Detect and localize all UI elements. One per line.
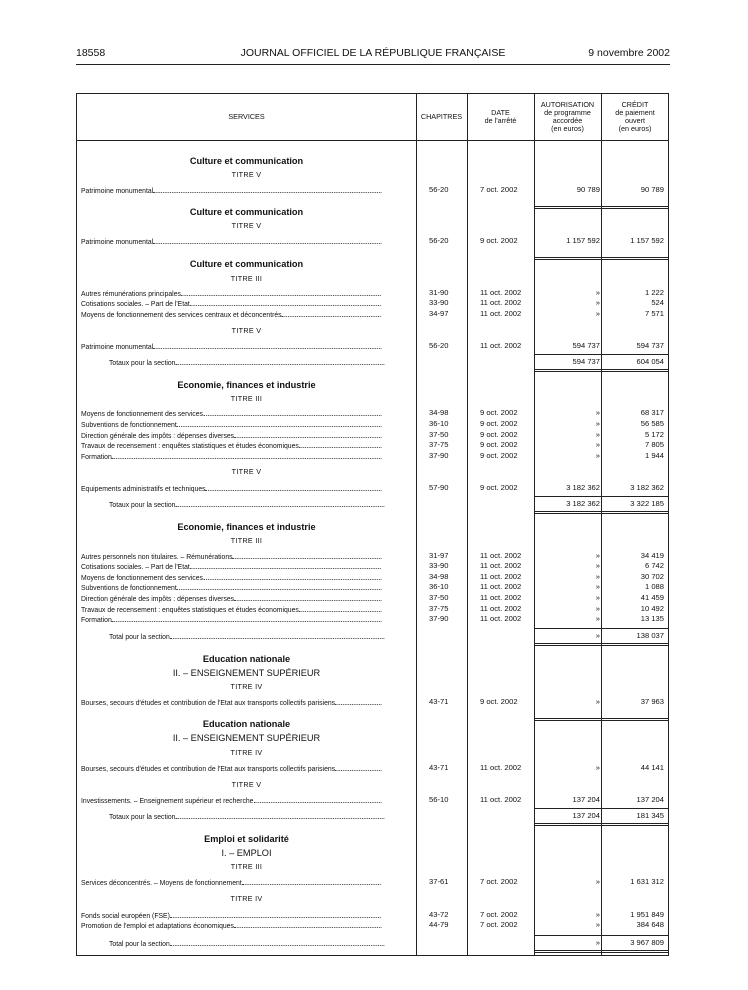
service-label — [81, 795, 382, 806]
arrete-date: 11 oct. 2002 — [480, 341, 522, 350]
block-separator — [534, 257, 669, 260]
total-label — [109, 631, 384, 642]
autorisation-amount: » — [595, 877, 600, 886]
service-text: Cotisations sociales. – Part de l'Etat — [81, 299, 190, 308]
block-separator — [534, 718, 669, 721]
autorisation-amount: » — [595, 614, 600, 623]
table-row — [77, 795, 668, 805]
chapter-code: 33-90 — [429, 561, 449, 570]
credit-amount: 34 419 — [640, 551, 664, 560]
chapter-code: 34-98 — [429, 572, 449, 581]
service-label — [81, 451, 382, 462]
autorisation-amount: » — [595, 551, 600, 560]
journal-title: JOURNAL OFFICIEL DE LA RÉPUBLIQUE FRANÇAISE — [240, 47, 506, 59]
arrete-date: 11 oct. 2002 — [480, 795, 522, 804]
dot-leader — [177, 582, 382, 590]
titre-label: TITRE III — [230, 536, 263, 545]
table-row — [77, 419, 668, 429]
autorisation-amount: 137 204 — [572, 795, 600, 804]
service-text: Autres personnels non titulaires. – Rémunérations — [81, 552, 233, 561]
service-label — [81, 298, 382, 309]
column-header-row — [77, 94, 668, 141]
arrete-date: 11 oct. 2002 — [480, 298, 522, 307]
total-autorisation: » — [595, 631, 600, 640]
service-text: Investissements. – Enseignement supérieur et recherche — [81, 796, 254, 805]
total-credit: 3 322 185 — [630, 499, 664, 508]
col-chapitres: CHAPITRES — [420, 112, 463, 121]
dot-leader — [181, 288, 382, 296]
titre-label: TITRE V — [231, 467, 262, 476]
autorisation-amount: » — [595, 419, 600, 428]
table-row — [77, 582, 668, 592]
section-subtitle: II. – ENSEIGNEMENT SUPÉRIEUR — [172, 733, 321, 743]
autorisation-amount: » — [595, 440, 600, 449]
credit-amount: 41 459 — [640, 593, 664, 602]
service-text: Moyens de fonctionnement des services — [81, 409, 203, 418]
block-separator — [534, 206, 669, 209]
arrete-date: 9 oct. 2002 — [480, 697, 518, 706]
total-double-rule — [534, 369, 669, 372]
autorisation-amount: » — [595, 430, 600, 439]
service-label — [81, 614, 382, 625]
section-title: Education nationale — [202, 654, 291, 664]
chapter-code: 37-50 — [429, 593, 449, 602]
autorisation-amount: » — [595, 408, 600, 417]
section-subtitle: I. – EMPLOI — [221, 848, 272, 858]
total-row — [77, 938, 668, 948]
credit-amount: 137 204 — [636, 795, 664, 804]
col-autorisation — [534, 94, 601, 140]
table-row — [77, 483, 668, 493]
arrete-date: 11 oct. 2002 — [480, 309, 522, 318]
table-row — [77, 185, 668, 195]
table-row — [77, 451, 668, 461]
col-cred-l1: CRÉDIT — [621, 100, 649, 109]
arrete-date: 9 oct. 2002 — [480, 451, 518, 460]
credit-amount: 7 571 — [644, 309, 664, 318]
titre-label: TITRE III — [230, 394, 263, 403]
arrete-date: 9 oct. 2002 — [480, 483, 518, 492]
titre-label: TITRE III — [230, 862, 263, 871]
credit-amount: 5 172 — [644, 430, 664, 439]
credit-amount: 1 157 592 — [630, 236, 664, 245]
titre-label: TITRE IV — [230, 748, 263, 757]
arrete-date: 11 oct. 2002 — [480, 288, 522, 297]
service-label — [81, 877, 382, 888]
dot-leader — [299, 440, 382, 448]
dot-leader — [175, 811, 384, 819]
credit-amount: 1 944 — [644, 451, 664, 460]
section-title: Culture et communication — [189, 156, 304, 166]
table-row — [77, 309, 668, 319]
section-title: Education nationale — [202, 719, 291, 729]
total-autorisation: » — [595, 938, 600, 947]
credit-amount: 13 135 — [640, 614, 664, 623]
autorisation-amount: » — [595, 697, 600, 706]
dot-leader — [190, 298, 382, 306]
chapter-code: 44-79 — [429, 920, 449, 929]
column-divider — [467, 94, 468, 955]
chapter-code: 37-90 — [429, 614, 449, 623]
total-credit: 138 037 — [636, 631, 664, 640]
table-row — [77, 236, 668, 246]
titre-label: TITRE IV — [230, 894, 263, 903]
service-label — [81, 419, 382, 430]
total-row — [77, 631, 668, 641]
service-text: Services déconcentrés. – Moyens de fonctionnement — [81, 878, 242, 887]
autorisation-amount: 3 182 362 — [566, 483, 600, 492]
arrete-date: 11 oct. 2002 — [480, 572, 522, 581]
total-text: Total pour la section — [109, 939, 170, 948]
col-auth-l3: accordée — [552, 116, 583, 125]
chapter-code: 36-10 — [429, 582, 449, 591]
service-label — [81, 408, 382, 419]
dot-leader — [234, 593, 382, 601]
titre-label: TITRE V — [231, 326, 262, 335]
credit-amount: 1 222 — [644, 288, 664, 297]
arrete-date: 11 oct. 2002 — [480, 604, 522, 613]
dot-leader — [175, 357, 384, 365]
col-cred-l3: ouvert — [625, 116, 645, 125]
service-label — [81, 593, 382, 604]
credit-amount: 6 742 — [644, 561, 664, 570]
total-label — [109, 499, 384, 510]
total-text: Totaux pour la section — [109, 812, 176, 821]
dot-leader — [112, 451, 382, 459]
table-row — [77, 604, 668, 614]
service-text: Formation — [81, 615, 112, 624]
total-autorisation: 137 204 — [572, 811, 600, 820]
dot-leader — [234, 920, 382, 928]
chapter-code: 33-90 — [429, 298, 449, 307]
arrete-date: 11 oct. 2002 — [480, 763, 522, 772]
col-auth-l4: (en euros) — [551, 124, 584, 133]
total-rule — [534, 354, 669, 355]
service-label — [81, 561, 382, 572]
autorisation-amount: » — [595, 451, 600, 460]
table-row — [77, 341, 668, 351]
credit-amount: 1 951 849 — [630, 910, 664, 919]
table-row — [77, 408, 668, 418]
table-row — [77, 593, 668, 603]
chapter-code: 37-75 — [429, 440, 449, 449]
credit-amount: 37 963 — [640, 697, 664, 706]
service-label — [81, 185, 382, 196]
service-text: Travaux de recensement : enquêtes statistiques et études économiques — [81, 605, 299, 614]
chapter-code: 34-98 — [429, 408, 449, 417]
service-text: Direction générale des impôts : dépenses diverses — [81, 431, 235, 440]
table-row — [77, 910, 668, 920]
dot-leader — [170, 938, 385, 946]
total-double-rule — [534, 643, 669, 646]
chapter-code: 56-20 — [429, 341, 449, 350]
autorisation-amount: » — [595, 572, 600, 581]
col-date-l1: DATE — [491, 108, 510, 117]
chapter-code: 31-90 — [429, 288, 449, 297]
credit-amount: 44 141 — [640, 763, 664, 772]
autorisation-amount: » — [595, 309, 600, 318]
total-label — [109, 938, 384, 949]
table-row — [77, 430, 668, 440]
service-text: Direction générale des impôts : dépenses diverses — [81, 594, 235, 603]
table-row — [77, 614, 668, 624]
dot-leader — [153, 236, 381, 244]
titre-label: TITRE III — [230, 274, 263, 283]
service-text: Subventions de fonctionnement — [81, 583, 177, 592]
service-text: Moyens de fonctionnement des services centraux et déconcentrés — [81, 310, 282, 319]
total-row — [77, 357, 668, 367]
col-auth-l2: de programme — [544, 108, 591, 117]
dot-leader — [170, 631, 385, 639]
arrete-date: 11 oct. 2002 — [480, 582, 522, 591]
total-row — [77, 811, 668, 821]
arrete-date: 11 oct. 2002 — [480, 614, 522, 623]
col-auth-l1: AUTORISATION — [540, 100, 595, 109]
dot-leader — [335, 763, 382, 771]
credit-amount: 30 702 — [640, 572, 664, 581]
chapter-code: 37-50 — [429, 430, 449, 439]
chapter-code: 43-71 — [429, 763, 449, 772]
total-autorisation: 594 737 — [572, 357, 600, 366]
chapter-code: 43-71 — [429, 697, 449, 706]
col-date — [467, 94, 534, 140]
total-double-rule — [534, 950, 669, 953]
total-rule — [534, 935, 669, 936]
dot-leader — [153, 185, 381, 193]
dot-leader — [177, 419, 382, 427]
total-rule — [534, 628, 669, 629]
arrete-date: 11 oct. 2002 — [480, 593, 522, 602]
service-label — [81, 309, 382, 320]
table-row — [77, 298, 668, 308]
col-services: SERVICES — [228, 112, 265, 121]
total-text: Total pour la section — [109, 632, 170, 641]
table-row — [77, 920, 668, 930]
section-title: Culture et communication — [189, 207, 304, 217]
service-text: Bourses, secours d'études et contribution de l'Etat aux transports collectifs parisiens — [81, 764, 336, 773]
chapter-code: 56-20 — [429, 185, 449, 194]
col-credit — [601, 94, 669, 140]
autorisation-amount: » — [595, 920, 600, 929]
arrete-date: 11 oct. 2002 — [480, 551, 522, 560]
total-autorisation: 3 182 362 — [566, 499, 600, 508]
credit-amount: 1 631 312 — [630, 877, 664, 886]
arrete-date: 7 oct. 2002 — [480, 877, 518, 886]
credits-table — [76, 93, 669, 956]
col-cred-l4: (en euros) — [618, 124, 652, 133]
total-row — [77, 499, 668, 509]
total-label — [109, 811, 384, 822]
dot-leader — [233, 551, 382, 559]
service-label — [81, 483, 382, 494]
arrete-date: 7 oct. 2002 — [480, 910, 518, 919]
autorisation-amount: » — [595, 604, 600, 613]
credit-amount: 384 648 — [636, 920, 664, 929]
titre-label: TITRE V — [231, 221, 262, 230]
total-label — [109, 357, 384, 368]
service-label — [81, 697, 382, 708]
service-text: Travaux de recensement : enquêtes statistiques et études économiques — [81, 441, 299, 450]
chapter-code: 37-90 — [429, 451, 449, 460]
autorisation-amount: » — [595, 763, 600, 772]
service-text: Cotisations sociales. – Part de l'Etat — [81, 562, 190, 571]
table-row — [77, 763, 668, 773]
total-credit: 604 054 — [636, 357, 664, 366]
arrete-date: 11 oct. 2002 — [480, 561, 522, 570]
autorisation-amount: » — [595, 582, 600, 591]
section-title: Emploi et solidarité — [204, 834, 289, 844]
service-text: Bourses, secours d'études et contribution de l'Etat aux transports collectifs parisiens — [81, 698, 336, 707]
header-rule — [76, 64, 670, 65]
service-label — [81, 236, 382, 247]
chapter-code: 36-10 — [429, 419, 449, 428]
service-text: Promotion de l'emploi et adaptations économiques — [81, 921, 234, 930]
dot-leader — [282, 309, 382, 317]
service-text: Patrimoine monumental — [81, 237, 154, 246]
table-row — [77, 551, 668, 561]
dot-leader — [234, 430, 382, 438]
autorisation-amount: » — [595, 288, 600, 297]
dot-leader — [253, 795, 381, 803]
dot-leader — [299, 604, 382, 612]
credit-amount: 90 789 — [640, 185, 664, 194]
autorisation-amount: » — [595, 910, 600, 919]
section-subtitle: II. – ENSEIGNEMENT SUPÉRIEUR — [172, 668, 321, 678]
total-double-rule — [534, 511, 669, 514]
dot-leader — [242, 877, 382, 885]
dot-leader — [203, 572, 382, 580]
dot-leader — [203, 408, 382, 416]
chapter-code: 37-75 — [429, 604, 449, 613]
arrete-date: 9 oct. 2002 — [480, 430, 518, 439]
total-rule — [534, 808, 669, 809]
col-cred-l2: de paiement — [615, 108, 655, 117]
service-label — [81, 341, 382, 352]
credit-amount: 3 182 362 — [630, 483, 664, 492]
dot-leader — [190, 561, 382, 569]
service-text: Fonds social européen (FSE) — [81, 911, 170, 920]
chapter-code: 56-20 — [429, 236, 449, 245]
service-text: Equipements administratifs et techniques — [81, 484, 206, 493]
autorisation-amount: 90 789 — [576, 185, 600, 194]
autorisation-amount: 594 737 — [572, 341, 600, 350]
table-row — [77, 697, 668, 707]
service-label — [81, 763, 382, 774]
credit-amount: 1 088 — [644, 582, 664, 591]
arrete-date: 7 oct. 2002 — [480, 185, 518, 194]
section-title: Culture et communication — [189, 259, 304, 269]
autorisation-amount: 1 157 592 — [566, 236, 600, 245]
chapter-code: 56-10 — [429, 795, 449, 804]
col-date-l2: de l'arrêté — [484, 116, 517, 125]
dot-leader — [206, 483, 382, 491]
arrete-date: 9 oct. 2002 — [480, 236, 518, 245]
arrete-date: 9 oct. 2002 — [480, 408, 518, 417]
arrete-date: 9 oct. 2002 — [480, 419, 518, 428]
service-text: Patrimoine monumental — [81, 342, 154, 351]
service-text: Formation — [81, 452, 112, 461]
dot-leader — [153, 341, 381, 349]
dot-leader — [112, 614, 382, 622]
autorisation-amount: » — [595, 593, 600, 602]
titre-label: TITRE V — [231, 170, 262, 179]
chapter-code: 57-90 — [429, 483, 449, 492]
autorisation-amount: » — [595, 298, 600, 307]
section-title: Economie, finances et industrie — [177, 522, 316, 532]
credit-amount: 7 805 — [644, 440, 664, 449]
service-text: Subventions de fonctionnement — [81, 420, 177, 429]
titre-label: TITRE V — [231, 780, 262, 789]
service-label — [81, 440, 382, 451]
service-text: Moyens de fonctionnement des services — [81, 573, 203, 582]
credit-amount: 524 — [651, 298, 664, 307]
table-row — [77, 877, 668, 887]
table-row — [77, 572, 668, 582]
dot-leader — [175, 499, 384, 507]
dot-leader — [335, 697, 382, 705]
total-credit: 181 345 — [636, 811, 664, 820]
chapter-code: 31-97 — [429, 551, 449, 560]
service-text: Patrimoine monumental — [81, 186, 154, 195]
column-divider — [416, 94, 417, 955]
service-label — [81, 582, 382, 593]
table-row — [77, 440, 668, 450]
arrete-date: 9 oct. 2002 — [480, 440, 518, 449]
total-text: Totaux pour la section — [109, 358, 176, 367]
total-credit: 3 967 809 — [630, 938, 664, 947]
service-text: Autres rémunérations principales — [81, 289, 181, 298]
chapter-code: 43-72 — [429, 910, 449, 919]
credit-amount: 68 317 — [640, 408, 664, 417]
credit-amount: 594 737 — [636, 341, 664, 350]
total-text: Totaux pour la section — [109, 500, 176, 509]
autorisation-amount: » — [595, 561, 600, 570]
dot-leader — [170, 910, 382, 918]
service-label — [81, 920, 382, 931]
page-number: 18558 — [76, 47, 106, 59]
total-double-rule — [534, 823, 669, 826]
chapter-code: 37-61 — [429, 877, 449, 886]
issue-date: 9 novembre 2002 — [588, 47, 670, 59]
titre-label: TITRE IV — [230, 682, 263, 691]
arrete-date: 7 oct. 2002 — [480, 920, 518, 929]
table-row — [77, 561, 668, 571]
credit-amount: 56 585 — [640, 419, 664, 428]
credit-amount: 10 492 — [640, 604, 664, 613]
chapter-code: 34-97 — [429, 309, 449, 318]
table-row — [77, 288, 668, 298]
total-rule — [534, 496, 669, 497]
section-title: Economie, finances et industrie — [177, 380, 316, 390]
